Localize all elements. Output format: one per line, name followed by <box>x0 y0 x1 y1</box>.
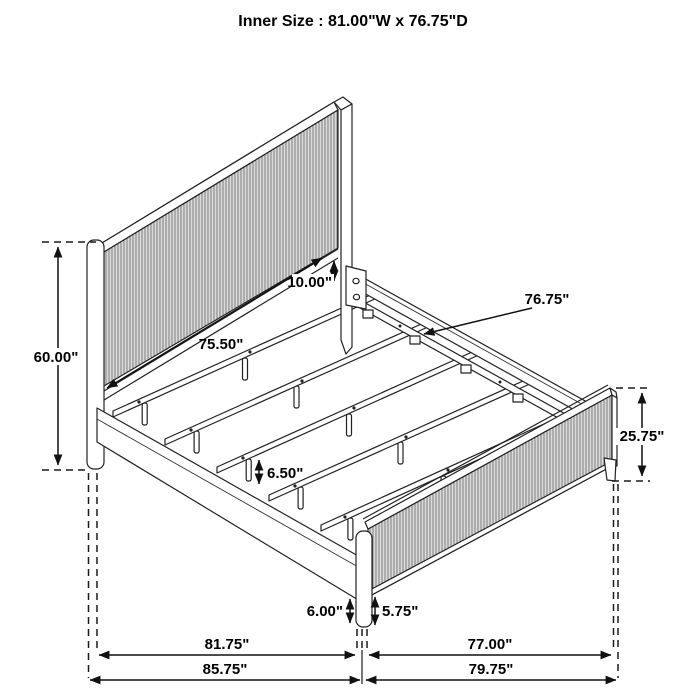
headboard-width-label: 75.50" <box>198 336 244 353</box>
diagram-title: Inner Size : 81.00"W x 76.75"D <box>238 13 468 30</box>
overall-width-label: 79.75" <box>468 661 514 678</box>
footboard-height-label: 25.75" <box>619 428 665 445</box>
rail-clearance-label: 6.00" <box>306 603 343 620</box>
inner-width-label: 77.00" <box>467 636 513 653</box>
inner-length-label: 81.75" <box>204 636 250 653</box>
center-rail-label: 76.75" <box>524 291 570 308</box>
rail-mounting-bracket <box>346 266 366 309</box>
overall-length-label: 85.75" <box>202 661 248 678</box>
bed-slat <box>217 348 481 473</box>
rail-offset-label: 10.00" <box>287 274 332 291</box>
footboard-front-leg <box>356 531 372 627</box>
footboard-right-leg <box>604 458 616 481</box>
left-side-rail <box>97 408 360 601</box>
headboard-height-label: 60.00" <box>33 349 79 366</box>
dimension-headboard-height <box>29 242 96 470</box>
dimension-footboard-height <box>612 388 670 481</box>
footboard <box>356 385 617 627</box>
headboard-right-post <box>341 104 352 354</box>
footboard-clearance-label: 5.75" <box>382 603 419 620</box>
dimension-slat-leg <box>259 460 303 484</box>
slat-leg-label: 6.50" <box>267 465 304 482</box>
